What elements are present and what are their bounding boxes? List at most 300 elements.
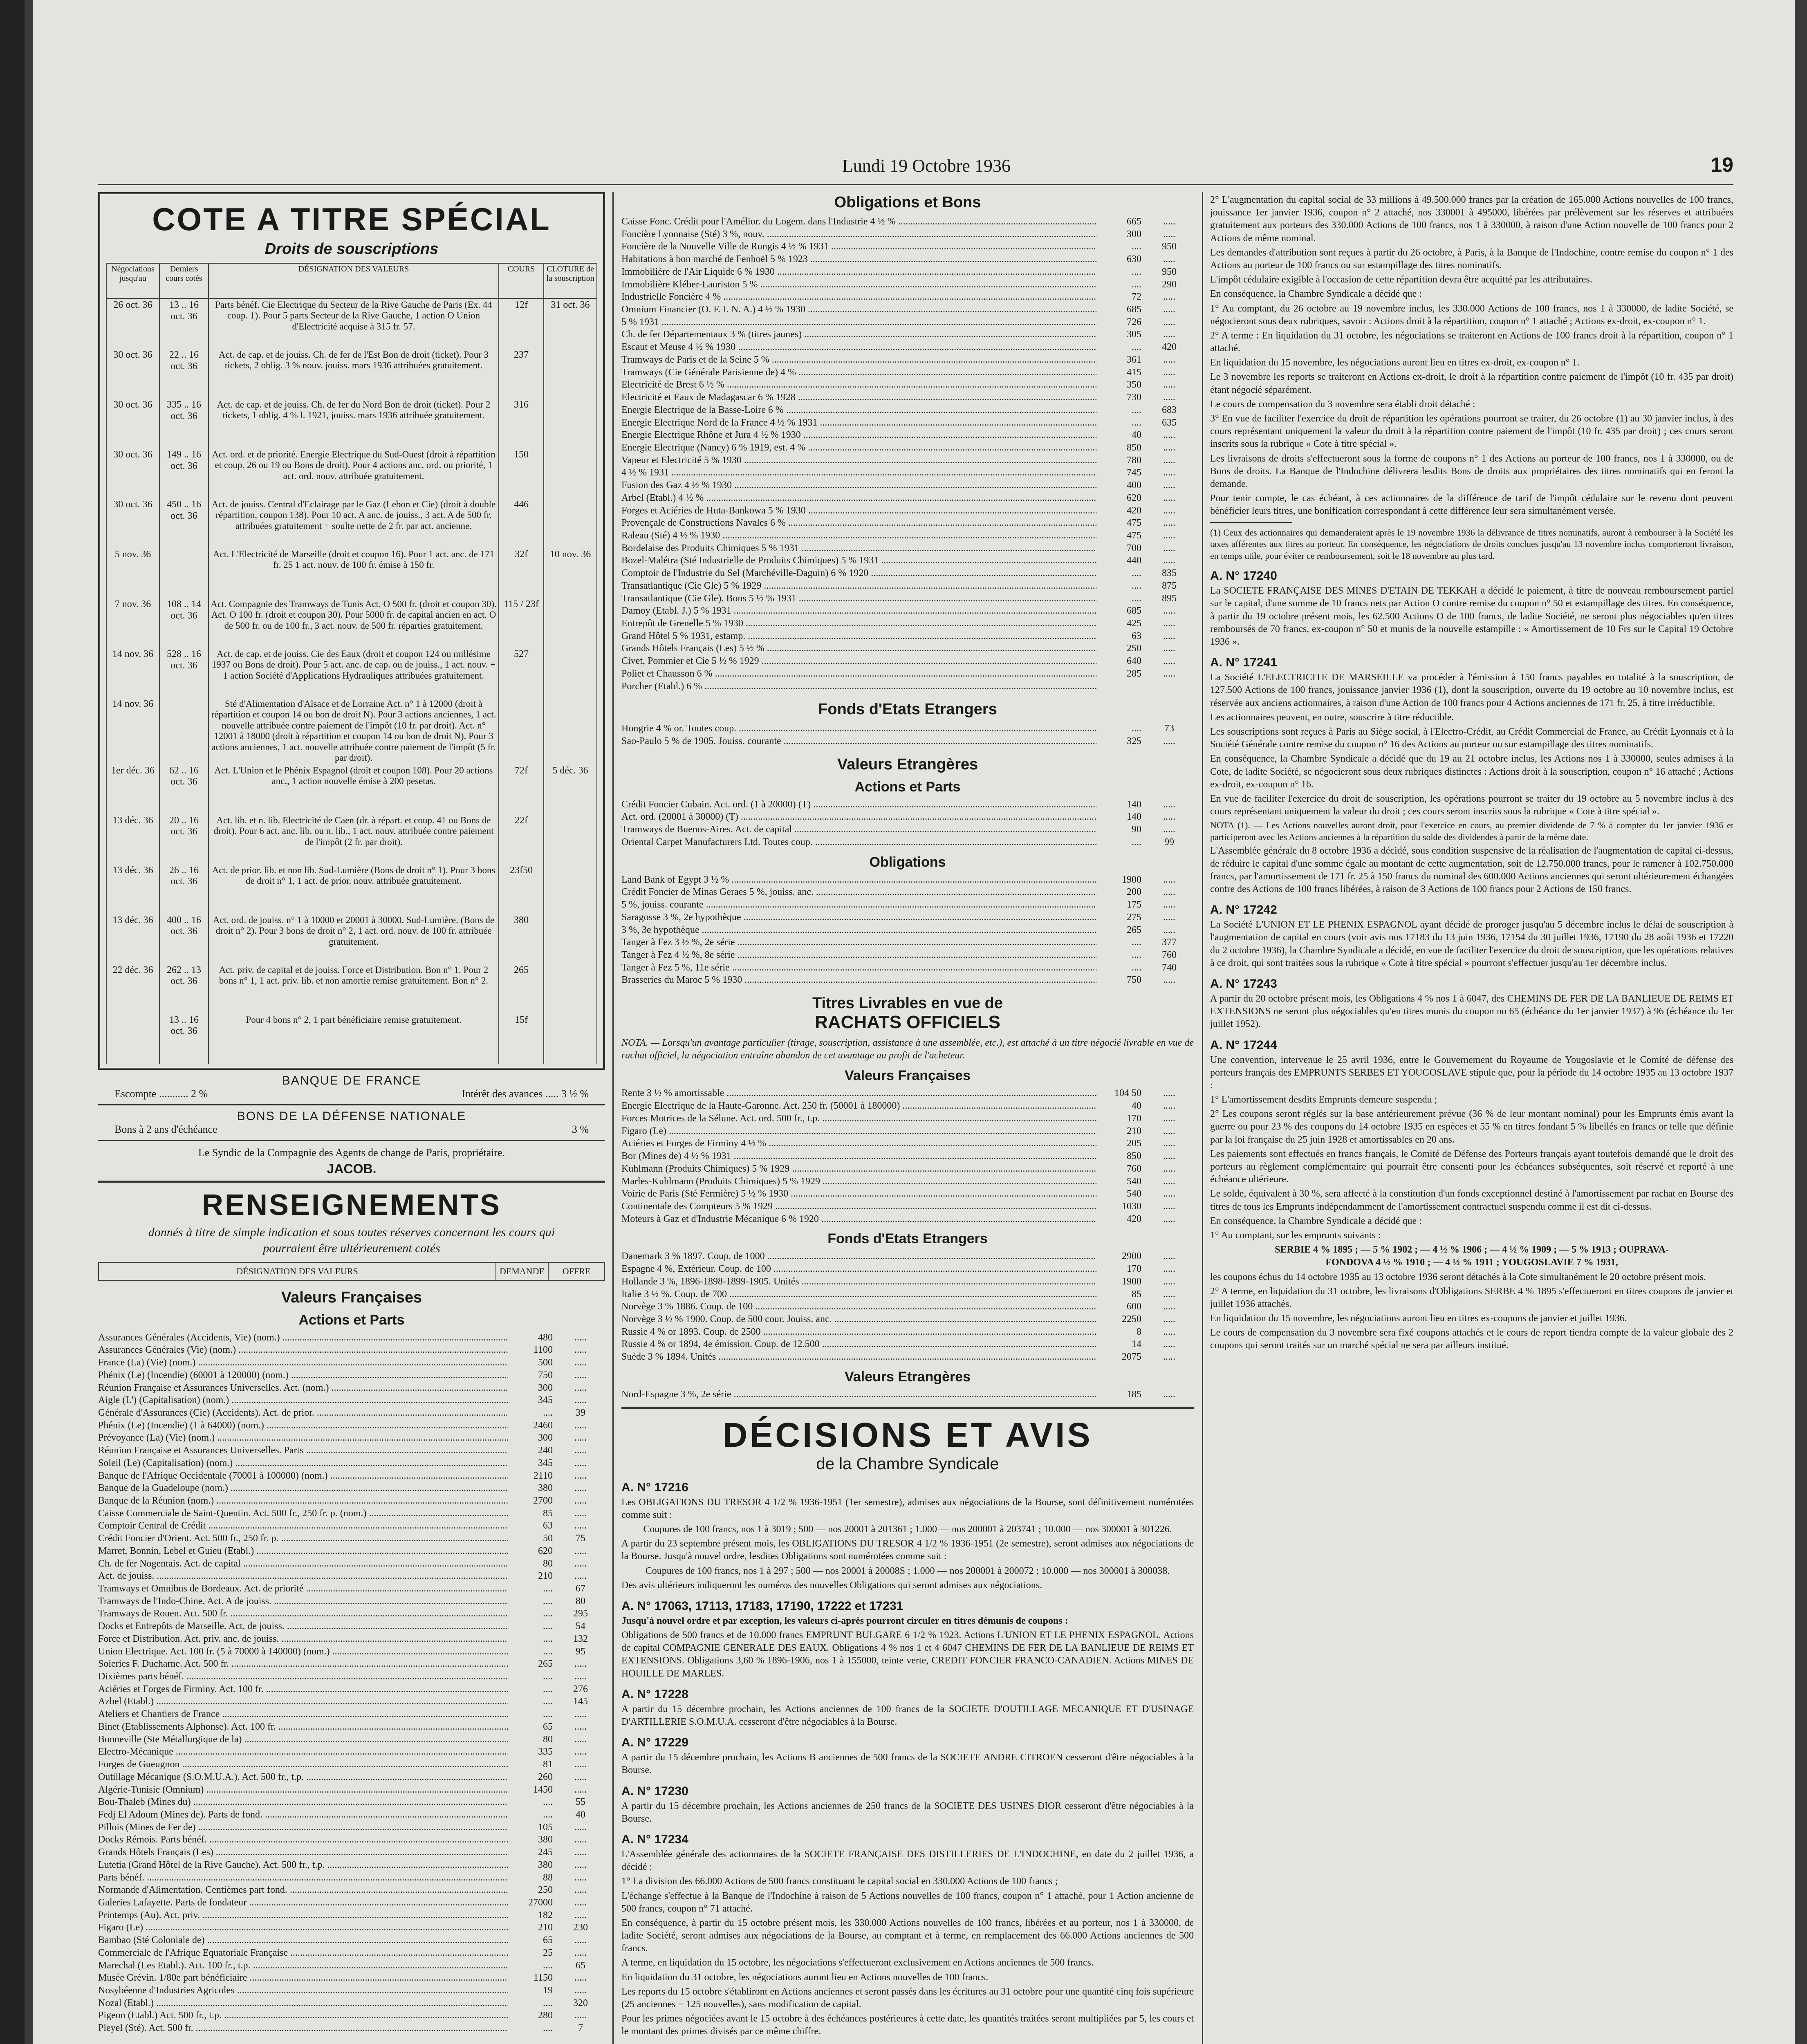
item-offre: .....	[1163, 1088, 1175, 1099]
item-name: Musée Grévin. 1/80e part bénéficiaire .....	[98, 1972, 508, 1984]
row-cloture	[544, 648, 597, 698]
avis-17241-text5: En vue de faciliter l'exercice du droit de souscription, les opérations pourront se traiter du 19 octobre au 5 novembre inclus à des cours représentant uniquement la valeur du droit ; ces cours seront inscrits sous la rubrique « Cote à titre spécial ».	[1210, 793, 1733, 817]
item-offre: .....	[574, 1470, 587, 1481]
item-name: Saragosse 3 %, 2e hypothèque .....	[621, 911, 1096, 924]
item-name: Nosybéenne d'Industries Agricoles .....	[98, 1984, 508, 1997]
item-offre: .....	[1163, 887, 1175, 898]
list-item	[98, 1369, 605, 1382]
list-item	[621, 823, 1194, 836]
item-name: Crédit Foncier d'Orient. Act. 500 fr., 250 fr. p. .....	[98, 1532, 508, 1545]
item-offre: .....	[1163, 518, 1175, 529]
item-offre: .....	[1163, 630, 1175, 641]
item-demande: 27000	[528, 1897, 553, 1908]
row-designation: Act. ord. de jouiss. n° 1 à 10000 et 20001 à 30000. Sud-Lumière. (Bons de droit n° 2). Pour 3 bons de droit n° 2, 1 act. ord. nouv. de 100 fr. attribuée gratuitement.	[208, 914, 499, 964]
list-item	[621, 630, 1194, 643]
list-item	[98, 1633, 605, 1645]
item-demande: 65	[543, 1935, 553, 1946]
item-name: Omnium Financier (O. F. I. N. A.) 4 ½ % 1930 .....	[621, 303, 1096, 316]
column-right	[1210, 192, 1733, 2044]
item-name: Banque de l'Afrique Occidentale (70001 à 100000) (nom.) .....	[98, 1470, 508, 1482]
item-demande: ....	[543, 1633, 553, 1644]
item-offre: 40	[576, 1809, 585, 1820]
item-name: Banque de la Guadeloupe (nom.) .....	[98, 1482, 508, 1495]
item-offre: .....	[1163, 254, 1175, 265]
row-cloture	[544, 864, 597, 914]
item-name: Assurances Générales (Accidents, Vie) (nom.) .....	[98, 1331, 508, 1344]
row-negociation: 22 déc. 36	[106, 964, 159, 1014]
avis-17234-text2: 1° La division des 66.000 Actions de 500 francs constituant le capital social en 330.000 Actions de 100 francs ;	[621, 1876, 1058, 1887]
list-item	[621, 228, 1194, 241]
item-demande: 1100	[533, 1345, 553, 1356]
item-demande: 40	[1132, 430, 1141, 441]
item-demande: 480	[538, 1332, 553, 1343]
c3-p6: 2° A terme : En liquidation du 31 octobre, les négociations se traiteront en Actions de 100 francs droit à la répartition, coupon n° 1 attaché.	[1210, 330, 1733, 354]
item-offre: .....	[1163, 1389, 1175, 1400]
item-name: Sao-Paulo 5 % de 1905. Jouiss. courante .....	[621, 735, 1096, 748]
list-item	[98, 1871, 605, 1884]
rule	[98, 1181, 605, 1183]
item-offre: 145	[573, 1696, 588, 1707]
item-demande: 475	[1127, 530, 1141, 541]
row-dernier-cours: 26 .. 16 oct. 36	[159, 864, 208, 914]
avis-17242-number: A. N° 17242	[1210, 903, 1277, 917]
avances-label: Intérêt des avances	[462, 1087, 543, 1100]
row-cloture: 10 nov. 36	[544, 548, 597, 598]
item-offre: .....	[574, 1659, 587, 1670]
item-offre: .....	[574, 1395, 587, 1406]
item-name: Industrielle Foncière 4 % .....	[621, 291, 1096, 303]
item-name: 4 ½ % 1931 .....	[621, 466, 1096, 479]
row-cloture	[544, 964, 597, 1014]
item-offre: .....	[1163, 799, 1175, 810]
list-item	[621, 655, 1194, 668]
item-demande: 1900	[1122, 874, 1141, 885]
list-item	[621, 974, 1194, 986]
row-cours: 15f	[499, 1014, 544, 1064]
item-offre: 950	[1162, 266, 1177, 277]
item-offre: .....	[574, 1935, 587, 1946]
souscription-row	[106, 498, 597, 548]
item-offre: .....	[1163, 505, 1175, 516]
avis-17216-table2: Coupures de 100 francs, nos 1 à 297 ; 500 — nos 20001 à 20008S ; 1.000 — nos 200001 à 200072 ; 10.000 — nos 300001 à 300038.	[645, 1565, 1170, 1576]
ren-section-title: Valeurs Françaises	[281, 1289, 422, 1306]
list-item	[98, 1884, 605, 1896]
row-dernier-cours: 528 .. 16 oct. 36	[159, 648, 208, 698]
list-item	[621, 504, 1194, 517]
item-demande: 325	[1127, 736, 1141, 747]
item-demande: 50	[543, 1533, 553, 1544]
col-cloture: CLOTURE de la souscription	[544, 263, 597, 298]
row-designation: Act. L'Electricité de Marseille (droit et coupon 16). Pour 1 act. anc. de 171 fr. 25 1 act. nouv. de 100 fr. émise à 150 fr.	[208, 548, 499, 598]
item-name: Fedj El Adoum (Mines de). Parts de fond. .....	[98, 1809, 508, 1821]
row-cloture: 5 déc. 36	[544, 764, 597, 814]
avis-17230-text: A partir du 15 décembre prochain, les Actions anciennes de 250 francs de la SOCIETE DES USINES DIOR cesseront d'être négociables à la Bourse.	[621, 1800, 1194, 1824]
row-negociation: 14 nov. 36	[106, 698, 159, 764]
item-offre: .....	[1163, 354, 1175, 365]
item-demande: 600	[1127, 1301, 1141, 1312]
item-name: Outillage Mécanique (S.O.M.U.A.). Act. 500 fr., t.p. .....	[98, 1771, 508, 1784]
c3-p7: En liquidation du 15 novembre, les négociations auront lieu en titres ex-droit, ex-coupon n° 1.	[1210, 357, 1580, 368]
item-demande: 750	[538, 1369, 553, 1381]
item-name: Bor (Mines de) 4 ½ % 1931 .....	[621, 1150, 1096, 1163]
decisions-title: DÉCISIONS ET AVIS	[722, 1415, 1093, 1454]
item-offre: .....	[1163, 1339, 1175, 1350]
list-item	[621, 592, 1194, 605]
ve2-rows	[621, 1388, 1194, 1401]
souscription-row	[106, 914, 597, 964]
item-name: Assurances Générales (Vie) (nom.) .....	[98, 1344, 508, 1356]
item-offre: .....	[574, 1357, 587, 1368]
item-demande	[1096, 680, 1145, 693]
list-item	[621, 617, 1194, 630]
fonds-title: Fonds d'Etats Etrangers	[818, 701, 997, 718]
item-offre: 760	[1162, 949, 1177, 960]
item-demande: 85	[543, 1508, 553, 1519]
item-offre: .....	[1163, 555, 1175, 566]
bons-rate: 3 %	[572, 1123, 589, 1135]
list-item	[98, 1708, 605, 1721]
item-demande: ....	[1132, 580, 1141, 591]
list-item	[621, 1326, 1194, 1338]
item-offre: .....	[1163, 899, 1175, 910]
list-item	[621, 836, 1194, 849]
decisions-subtitle: de la Chambre Syndicale	[816, 1455, 999, 1473]
row-dernier-cours: 262 .. 13 oct. 36	[159, 964, 208, 1014]
souscription-row	[106, 698, 597, 764]
item-offre: .....	[1163, 1100, 1175, 1112]
row-cours: 380	[499, 914, 544, 964]
item-demande: 685	[1127, 605, 1141, 616]
list-item	[621, 492, 1194, 504]
row-cours	[499, 698, 544, 764]
item-name: Crédit Foncier Cubain. Act. ord. (1 à 20000) (T) .....	[621, 798, 1096, 811]
list-item	[98, 1620, 605, 1633]
item-offre: .....	[1163, 492, 1175, 503]
item-demande: 90	[1132, 824, 1141, 835]
bons-title: BONS DE LA DÉFENSE NATIONALE	[237, 1109, 466, 1123]
banque-title: BANQUE DE FRANCE	[282, 1074, 421, 1087]
list-item	[621, 936, 1194, 949]
item-name: Normande d'Alimentation. Centièmes part fond. .....	[98, 1884, 508, 1896]
item-demande: ....	[1132, 417, 1141, 428]
row-cours: 22f	[499, 814, 544, 864]
list-item	[98, 2022, 605, 2035]
item-demande: ....	[543, 1696, 553, 1707]
avis-17241-text3: Les souscriptions sont reçues à Paris au Siège social, à l'Electro-Crédit, au Crédit Commercial de France, au Crédit Lyonnais et à la Société Générale contre remise du coupon n° 16 des Actions au porteur ou sur estampillage des titres nominatifs.	[1210, 726, 1733, 750]
list-item	[621, 1388, 1194, 1401]
item-name: Bou-Thaleb (Mines du) .....	[98, 1796, 508, 1809]
item-name: Printemps (Au). Act. priv. .....	[98, 1909, 508, 1922]
item-name: Banque de la Réunion (nom.) .....	[98, 1495, 508, 1507]
item-offre: 73	[1164, 723, 1174, 734]
list-item	[621, 680, 1194, 693]
item-demande: ....	[1132, 593, 1141, 604]
fe2-rows	[621, 1250, 1194, 1363]
item-name: Ateliers et Chantiers de France .....	[98, 1708, 508, 1721]
item-name: Entrepôt de Grenelle 5 % 1930 .....	[621, 617, 1096, 630]
row-designation: Act. lib. et n. lib. Electricité de Caen (dr. à répart. et coup. 41 ou Bons de droit). Pour 6 act. anc. lib. ou n. lib., 1 act. nouv. attribuée contre paiement de l'impôt (2 fr. par droit).	[208, 814, 499, 864]
escompte-label: Escompte	[114, 1087, 157, 1100]
list-item	[621, 253, 1194, 266]
item-offre: .....	[574, 1545, 587, 1556]
avis-17244-text5: Le solde, équivalent à 30 %, sera affecté à la constitution d'un fonds exceptionnel destiné à l'amortissement par rachat en Bourse des titres de tous les Emprunts indépendamment de l'amortissement contractuel suspendu comme il est dit ci-dessus.	[1210, 1188, 1733, 1212]
item-demande: ....	[1132, 266, 1141, 277]
item-demande: 63	[543, 1520, 553, 1531]
row-designation: Act. de cap. et de jouiss. Ch. de fer de l'Est Bon de droit (ticket). Pour 3 tickets, 2 oblig. 3 % nouv. jouiss. mars 1936 attribuées gratuitement.	[208, 349, 499, 399]
list-item	[98, 1470, 605, 1482]
item-name: Pigeon (Etabl.) Act. 500 fr., t.p. .....	[98, 2009, 508, 2022]
row-cloture	[544, 399, 597, 448]
item-demande: ....	[543, 1621, 553, 1632]
item-offre: 95	[576, 1646, 585, 1657]
row-cours: 446	[499, 498, 544, 548]
item-demande: 380	[538, 1834, 553, 1845]
avis-17234-text6: En liquidation du 31 octobre, les négociations auront lieu en Actions nouvelles de 100 francs.	[621, 1972, 989, 1983]
item-name: Electricité de Brest 6 ½ % .....	[621, 379, 1096, 391]
list-item	[98, 1821, 605, 1834]
item-demande: 240	[538, 1445, 553, 1456]
item-name: Bonneville (Ste Métallurgique de la) .....	[98, 1733, 508, 1746]
cote-frame	[98, 192, 605, 1070]
item-name: Escaut et Meuse 4 ½ % 1930 .....	[621, 341, 1096, 354]
item-demande: 760	[1127, 1163, 1141, 1174]
banque-block: BANQUE DE FRANCE Escompte ........... 2 % Intérêt des avances ..... 3 ½ %	[98, 1074, 605, 1100]
fe2-title: Fonds d'Etats Etrangers	[827, 1231, 988, 1247]
row-cours: 23f50	[499, 864, 544, 914]
item-offre: .....	[574, 1432, 587, 1443]
row-negociation: 5 nov. 36	[106, 548, 159, 598]
item-offre: .....	[1163, 1151, 1175, 1162]
c3-p5: 1° Au comptant, du 26 octobre au 19 novembre inclus, les 330.000 Actions de 100 francs, nos 1 à 330000, de ladite Société, se négocieront sous deux rubriques, savoir : Actions droit à la répartition, coupon n° 1 attaché ; Actions ex-droit, ex-coupon n° 1.	[1210, 303, 1733, 327]
issue-date: Lundi 19 Octobre 1936	[842, 156, 1011, 176]
item-offre: .....	[1163, 1176, 1175, 1187]
item-demande: ....	[543, 1709, 553, 1720]
souscription-row	[106, 349, 597, 399]
avis-17216-text3: Des avis ultérieurs indiqueront les numéros des nouvelles Obligations qui seront admises aux négociations.	[621, 1580, 1042, 1591]
souscription-row	[106, 598, 597, 648]
item-name: Parts bénéf. .....	[98, 1871, 508, 1884]
list-item	[98, 1482, 605, 1495]
item-demande: 305	[1127, 329, 1141, 340]
item-offre: 635	[1162, 417, 1177, 428]
row-negociation: 30 oct. 36	[106, 498, 159, 548]
list-item	[621, 1300, 1194, 1313]
fonds-rows	[621, 722, 1194, 747]
item-offre: .....	[1163, 1264, 1175, 1275]
item-demande: 2110	[533, 1470, 553, 1481]
souscription-row	[106, 864, 597, 914]
list-item	[621, 735, 1194, 748]
row-dernier-cours: 108 .. 14 oct. 36	[159, 598, 208, 648]
item-name: Phénix (Le) (Incendie) (60001 à 120000) (nom.) .....	[98, 1369, 508, 1382]
item-demande: 726	[1127, 316, 1141, 327]
list-item	[98, 1582, 605, 1595]
list-item	[621, 404, 1194, 417]
item-offre: .....	[1163, 1351, 1175, 1363]
item-demande: 250	[538, 1885, 553, 1896]
item-offre: .....	[1163, 1313, 1175, 1325]
item-name: Réunion Française et Assurances Universelles. Parts .....	[98, 1444, 508, 1457]
item-offre: 99	[1164, 836, 1174, 847]
avis-17229-number: A. N° 17229	[621, 1736, 688, 1750]
item-name: Marechal (Les Etabl.). Act. 100 fr., t.p. .....	[98, 1959, 508, 1972]
item-name: Norvège 3 % 1886. Coup. de 100 .....	[621, 1300, 1096, 1313]
list-item	[621, 1125, 1194, 1138]
avis-17241-text1: La Société L'ELECTRICITE DE MARSEILLE va procéder à l'émission à 150 francs payables en totalité à la souscription, de 127.500 Actions de 100 francs, jouissance janvier 1936 (1), dont la souscription, ouverte du 19 octobre au 10 novembre inclus, est réservée aux anciens actionnaires, à raison d'une Action de 100 francs pour 4 Actions anciennes de 171 fr. 25, à titre irréductible.	[1210, 672, 1733, 708]
item-name: Soieries F. Ducharne. Act. 500 fr. .....	[98, 1658, 508, 1670]
item-name: 5 %, jouiss. courante .....	[621, 899, 1096, 911]
item-demande: 140	[1127, 811, 1141, 823]
avis-17228-text: A partir du 15 décembre prochain, les Actions anciennes de 100 francs de la SOCIETE D'OUTILLAGE MECANIQUE ET D'USINAGE D'ARTILLERIE S.O.M.U.A. cesseront d'être négociables à la Bourse.	[621, 1703, 1194, 1727]
list-item	[621, 924, 1194, 937]
row-cloture	[544, 698, 597, 764]
item-offre: .....	[574, 1759, 587, 1770]
item-offre: .....	[574, 1972, 587, 1983]
item-offre: .....	[574, 1784, 587, 1795]
list-item	[621, 1200, 1194, 1213]
list-item	[98, 1407, 605, 1419]
item-demande: 620	[538, 1545, 553, 1556]
item-offre: .....	[574, 1571, 587, 1582]
item-offre: .....	[1163, 736, 1175, 747]
item-demande: 380	[538, 1483, 553, 1494]
avis-17244-text4: Les paiements sont effectués en francs français, le Comité de Défense des Porteurs français ayant toutefois demandé que le droit des porteurs au règlement complémentaire qui pourrait être consenti pour les échéances subséquentes, soit réservé et reporté à une échéance ultérieure.	[1210, 1148, 1733, 1185]
row-designation: Parts bénéf. Cie Electrique du Secteur de la Rive Gauche de Paris (Ex. 44 coup. 1). Pour 5 parts Secteur de la Rive Gauche, 1 action O Union d'Electricité acquise à 315 fr. 57.	[208, 298, 499, 349]
avis-17240-text: La SOCIETE FRANÇAISE DES MINES D'ETAIN DE TEKKAH a décidé le paiement, à titre de nouveau remboursement partiel sur le capital, d'une somme de 10 francs nets par Action O contre remise du coupon n° 50 et estampillage des titres. En conséquence, à partir du 19 octobre présent mois, les 62.500 Actions O de 100 francs, de ladite Société, ne seront plus négociables qu'en titres remboursés de 70 francs, ex-coupon n° 50 et munis de la nouvelle estampille : « Amortissement de 10 Frs sur le Capital 19 Octobre 1936 ».	[1210, 585, 1733, 648]
list-item	[98, 1507, 605, 1520]
renseignements-header	[98, 1262, 605, 1281]
row-cours: 527	[499, 648, 544, 698]
c3-p4: En conséquence, la Chambre Syndicale a décidé que :	[1210, 289, 1422, 300]
item-demande: 350	[1127, 379, 1141, 390]
souscription-row	[106, 1014, 597, 1064]
item-name: Pillois (Mines de Fer de) .....	[98, 1821, 508, 1834]
item-demande: 1150	[533, 1972, 553, 1983]
row-cloture	[544, 1014, 597, 1064]
item-demande: 40	[1132, 1100, 1141, 1112]
list-item	[621, 1175, 1194, 1188]
item-offre: 290	[1162, 279, 1177, 290]
avis-17230-number: A. N° 17230	[621, 1784, 688, 1798]
souscriptions-table	[106, 263, 597, 1064]
item-demande: ....	[543, 1596, 553, 1607]
souscription-row	[106, 399, 597, 448]
row-dernier-cours: 13 .. 16 oct. 36	[159, 298, 208, 349]
ob2-rows	[621, 874, 1194, 986]
ob2-title: Obligations	[869, 854, 946, 870]
list-item	[98, 1959, 605, 1972]
item-offre: .....	[1163, 668, 1175, 679]
list-item	[98, 1607, 605, 1620]
list-item	[98, 1972, 605, 1984]
item-offre: .....	[1163, 430, 1175, 441]
item-demande: 105	[538, 1822, 553, 1833]
nota-text: NOTA. — Lorsqu'un avantage particulier (tirage, souscription, assistance à une assemblée, etc.), est attaché à un titre négocié livrable en vue de rachat officiel, la négociation entraîne abandon de cet avantage au profit de l'acheteur.	[621, 1038, 1194, 1061]
item-demande: 745	[1127, 467, 1141, 478]
souscription-row	[106, 964, 597, 1014]
item-offre: .....	[574, 1508, 587, 1519]
scan-edge	[0, 0, 25, 2044]
item-offre: .....	[574, 1910, 587, 1921]
item-name: Ch. de fer Départementaux 3 % (titres jaunes) .....	[621, 328, 1096, 341]
avis-17244-emprunts: SERBIE 4 % 1895 ; — 5 % 1902 ; — 4 ½ % 1906 ; — 4 ½ % 1909 ; — 5 % 1913 ; OUPRAVA-FONDOVA 4 ½ % 1910 ; — 4 ½ % 1911 ; YOUGOSLAVIE 7 % 1931,	[1275, 1244, 1669, 1268]
item-demande: ....	[543, 1809, 553, 1820]
c3-p11: Les livraisons de droits s'effectueront sous la forme de coupons n° 1 des Actions au porteur de 100 francs, nos 1 à 330000, ou de Bons de droits. La Banque de l'Indochine délivrera lesdits Bons de droits aux propriétaires des titres nominatifs qui en feront la demande.	[1210, 453, 1733, 489]
item-offre: .....	[574, 1332, 587, 1343]
row-dernier-cours	[159, 548, 208, 598]
avis-17243-number: A. N° 17243	[1210, 977, 1277, 991]
c3-p12: Pour tenir compte, le cas échéant, à ces actionnaires de la différence de tarif de l'impôt cédulaire sur le revenu dont peuvent bénéficier leurs titres, une bonification correspondant à cette différence leur sera simultanément versée.	[1210, 493, 1733, 517]
item-name: Electro-Mécanique .....	[98, 1746, 508, 1758]
item-offre: 7	[578, 2023, 583, 2034]
titres-title2: RACHATS OFFICIELS	[815, 1012, 1000, 1033]
avis-17234-text5: A terme, en liquidation du 15 octobre, les négociations s'effectueront exclusivement en Actions anciennes de 500 francs.	[621, 1957, 1094, 1968]
list-item	[98, 1934, 605, 1947]
row-negociation: 13 déc. 36	[106, 864, 159, 914]
item-demande: ....	[543, 1671, 553, 1682]
item-name: Energie Electrique (Nancy) 6 % 1919, est. 4 % .....	[621, 442, 1096, 454]
item-name: Italie 3 ½ %. Coup. de 700 .....	[621, 1288, 1096, 1301]
item-demande: 700	[1127, 542, 1141, 554]
list-item	[621, 1275, 1194, 1288]
list-item	[621, 529, 1194, 542]
item-name: Arbel (Etabl.) 4 ½ % .....	[621, 492, 1096, 504]
item-name: Marret, Bonnin, Lebel et Guieu (Etabl.) .....	[98, 1545, 508, 1558]
avances-rate: 3 ½ %	[561, 1087, 589, 1100]
item-name: Tramways et Omnibus de Bordeaux. Act. de priorité .....	[98, 1582, 508, 1595]
item-offre: 377	[1162, 937, 1177, 948]
list-item	[621, 291, 1194, 303]
row-negociation: 26 oct. 36	[106, 298, 159, 349]
item-name: Commerciale de l'Afrique Equatoriale Française .....	[98, 1947, 508, 1959]
row-negociation: 14 nov. 36	[106, 648, 159, 698]
c3-p8: Le 3 novembre les reports se traiteront en Actions ex-droit, le droit à la répartition contre paiement de l'impôt (10 fr. 435 par droit) étant négocié séparément.	[1210, 372, 1733, 395]
item-name: Espagne 4 %, Extérieur. Coup. de 100 .....	[621, 1263, 1096, 1275]
item-demande: ....	[1132, 404, 1141, 415]
row-designation: Act. de cap. et de jouiss. Cie des Eaux (droit et coupon 124 ou millésime 1937 ou Bons de droit). Pour 5 act. anc. de cap. ou de jouiss., 1 act. nouv. + 1 action Société d'Applications Hydrauliques attribuées gratuitement.	[208, 648, 499, 698]
avis-17229-text: A partir du 15 décembre prochain, les Actions B anciennes de 500 francs de la SOCIETE ANDRE CITROEN cesseront d'être négociables à la Bourse.	[621, 1752, 1194, 1776]
col-negociations: Négociations jusqu'au	[106, 263, 159, 298]
list-item	[621, 429, 1194, 442]
item-offre: 950	[1162, 241, 1177, 252]
item-offre: .....	[1163, 329, 1175, 340]
item-demande: 80	[543, 1734, 553, 1745]
list-item	[98, 1796, 605, 1809]
item-name: Continentale des Compteurs 5 % 1929 .....	[621, 1200, 1096, 1213]
item-name: Civet, Pommier et Cie 5 ½ % 1929 .....	[621, 655, 1096, 668]
item-name: Pleyel (Sté). Act. 500 fr. .....	[98, 2022, 508, 2035]
list-item	[621, 668, 1194, 680]
row-designation: Act. ord. et de priorité. Energie Electrique du Sud-Ouest (droit à répartition et coup. 26 ou 19 ou Bons de droit). Pour 4 actions anc. ord. ou priorité, 1 act. ord. nouv. attribuée gratuitement.	[208, 448, 499, 498]
item-offre: .....	[1163, 1326, 1175, 1337]
list-item	[621, 1087, 1194, 1100]
list-item	[621, 798, 1194, 811]
souscription-row	[106, 648, 597, 698]
oblig-rows	[621, 215, 1194, 693]
item-offre: .....	[1163, 824, 1175, 835]
row-cours: 265	[499, 964, 544, 1014]
item-demande: 620	[1127, 492, 1141, 503]
item-offre: .....	[1163, 229, 1175, 240]
item-name: Kuhlmann (Produits Chimiques) 5 % 1929 .....	[621, 1163, 1096, 1175]
list-item	[621, 1112, 1194, 1125]
item-demande: 170	[1127, 1113, 1141, 1124]
list-item	[98, 1859, 605, 1871]
list-item	[621, 1351, 1194, 1363]
item-name: Transatlantique (Cie Gle) 5 % 1929 .....	[621, 580, 1096, 592]
avis-17240-number: A. N° 17240	[1210, 569, 1277, 583]
item-offre: 276	[573, 1683, 588, 1694]
